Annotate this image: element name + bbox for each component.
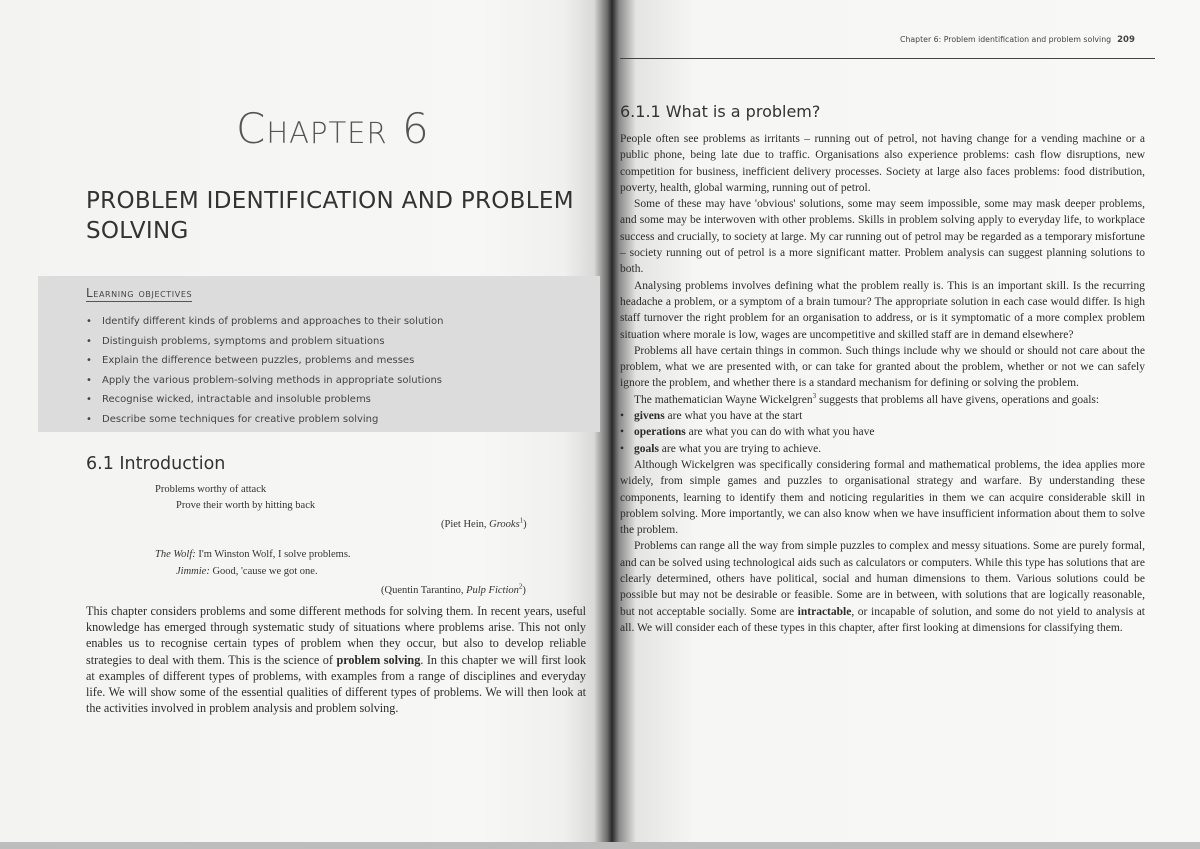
paragraph: Some of these may have 'obvious' solutions, some may seem impossible, some may mask deeper problems, and some may be interwoven with other problems. Skills in problem solving apply to everyday life, to workplace success and crucially, to society at large. My car running out of petrol may be regarded as a temporary misfortune – society running out of petrol is a more significant matter. Problem analysis can suggest planning solutions to both.: [620, 198, 1145, 276]
epigraph-attribution: (Quentin Tarantino, Pulp Fiction$^2$): [381, 582, 526, 596]
paragraph: The mathematician Wayne Wickelgren$^3$ suggests that problems all have givens, operations and goals:: [634, 391, 1100, 406]
body-text: [620, 131, 1145, 636]
paragraph: People often see problems as irritants – running out of petrol, not having change for a vending machine or a public phone, being late due to traffic. Organisations also experience problems: cash flow disruptions, new competition for business, inefficient delivery processes. Society at large also faces problems: food distribution, poverty, health, global warming, running out of petrol.: [620, 133, 1145, 194]
objective-item: • Describe some techniques for creative problem solving: [86, 410, 443, 430]
paragraph: Analysing problems involves defining what the problem really is. This is an important skill. Is the recurring headache a problem, or a symptom of a brain tumour? The appropriate solution in each case would differ. Is high staff turnover the right problem for an organisation to address, or is it symptomatic of a more complex problem situation where morale is low, wages are uncompetitive and skilled staff are in demand elsewhere?: [620, 279, 1145, 341]
objective-item: • Apply the various problem-solving methods in appropriate solutions: [86, 371, 443, 391]
list-item: • givens are what you have at the start: [620, 408, 1145, 424]
epigraph-attribution: (Piet Hein, Grooks$^1$): [441, 516, 527, 530]
page-bottom-edge: [0, 842, 1200, 849]
page-number: 209: [1117, 35, 1135, 45]
epigraph-line: Prove their worth by hitting back: [176, 500, 316, 511]
paragraph: Although Wickelgren was specifically considering formal and mathematical problems, the idea applies more widely, from simple games and puzzles to organisational strategy and warfare. By understanding these components, learning to identify them and noticing regularities in them we can acquire considerable skill in problem solving. More importantly, we can also know when we have insufficient information about them to solve the problem.: [620, 458, 1145, 537]
epigraph-line: The Wolf: I'm Winston Wolf, I solve problems.: [155, 549, 351, 560]
right-page: [615, 0, 1200, 849]
learning-objectives-list: [86, 312, 443, 430]
objective-item: • Recognise wicked, intractable and insoluble problems: [86, 390, 443, 410]
givens-operations-goals-list: [620, 408, 1145, 457]
header-rule: [620, 58, 1155, 59]
learning-objectives-box: [38, 276, 600, 432]
list-item: • goals are what you are trying to achieve.: [620, 441, 1145, 457]
paragraph: Problems all have certain things in common. Such things include why we should or should not care about the problem, what we are presented with, or can take for granted about the problem, whether or not we can safely ignore the problem, and whether there is a standard mechanism for defining or solving the problem.: [620, 344, 1145, 390]
list-item: • operations are what you can do with what you have: [620, 424, 1145, 440]
objective-item: • Distinguish problems, symptoms and problem situations: [86, 332, 443, 352]
objective-item: • Identify different kinds of problems and approaches to their solution: [86, 312, 443, 332]
objective-item: • Explain the difference between puzzles, problems and messes: [86, 351, 443, 371]
chapter-number: Chapter 6: [236, 104, 430, 153]
section-heading-introduction: 6.1 Introduction: [86, 454, 226, 474]
running-head: Chapter 6: Problem identification and problem solving 209: [900, 35, 1135, 45]
intro-paragraph: This chapter considers problems and some different methods for solving them. In recent years, useful knowledge has emerged through systematic study of situations where problems arise. This not only enables us to recognise certain types of problem when they occur, but also to develop reliable strategies to deal with them. This is the science of problem solving. In this chapter we will first look at examples of different types of problems, with examples from a range of disciplines and everyday life. We will show some of the essential qualities of different types of problems. We will then look at the activities involved in problem analysis and problem solving.: [86, 604, 586, 716]
paragraph: Problems can range all the way from simple puzzles to complex and messy situations. Some are purely formal, and can be solved using technological aids such as calculators or computers. While this type has solutions that are clearly determined, others have political, social and human dimensions to them. Various solutions could be possible but may not be desirable or feasible. Some are in between, with solutions that are logically reasonable, but not acceptable socially. Some are intractable, or incapable of solution, and some do not yield to analysis at all. We will consider each of these types in this chapter, after first looking at dimensions for classifying them.: [620, 540, 1145, 634]
section-heading-what-is-a-problem: 6.1.1 What is a problem?: [620, 102, 821, 121]
chapter-title: PROBLEM IDENTIFICATION AND PROBLEM SOLVING: [86, 188, 574, 244]
epigraph-line: Problems worthy of attack: [155, 484, 267, 495]
epigraph-line: Jimmie: Good, 'cause we got one.: [176, 566, 318, 577]
learning-objectives-heading: Learning objectives: [86, 286, 193, 300]
